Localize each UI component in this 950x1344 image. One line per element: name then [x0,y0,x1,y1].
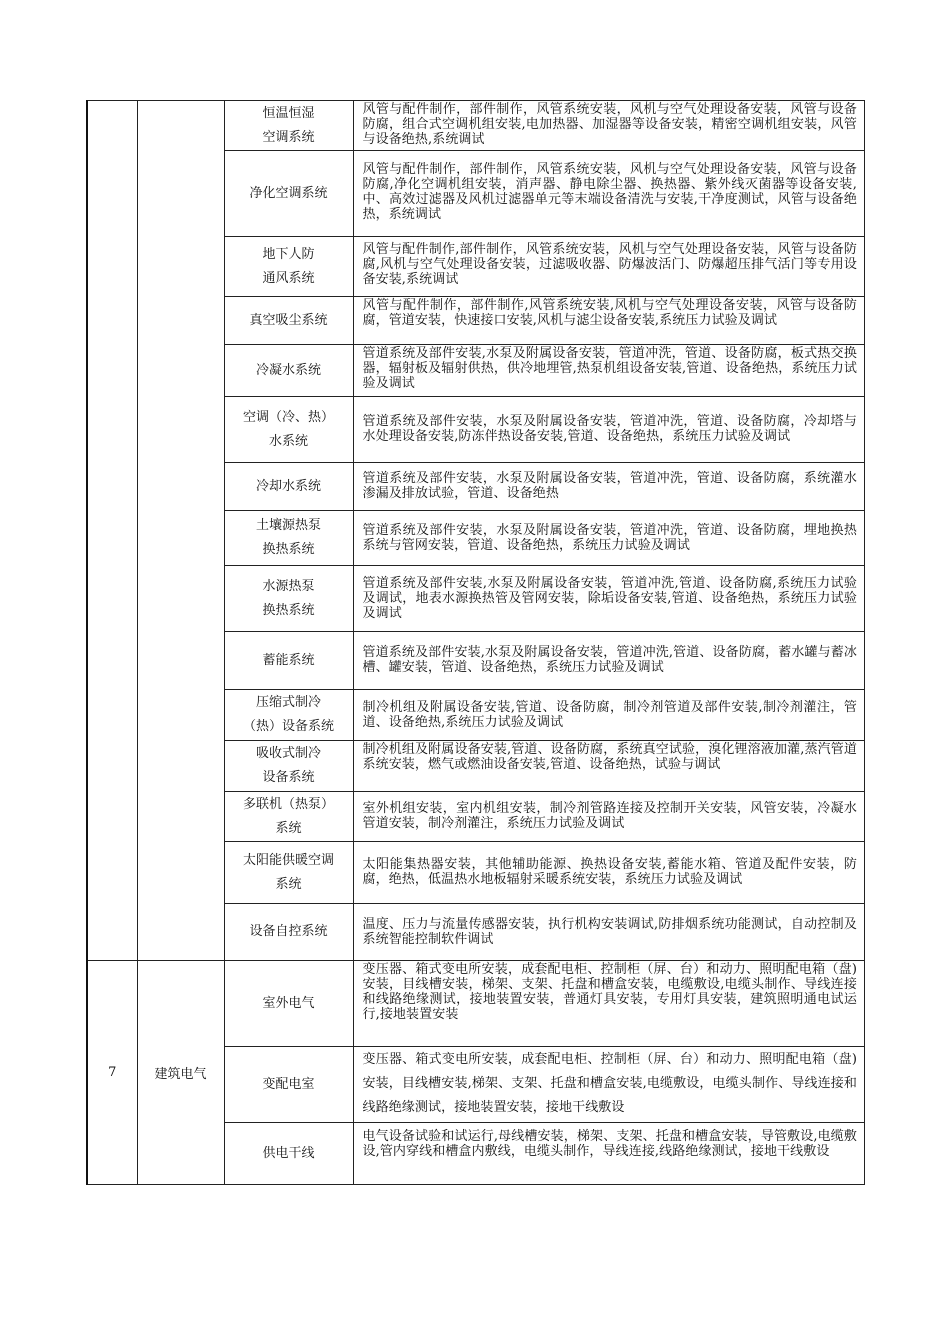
sub-item-cell [224,792,353,842]
sub-item-cell [224,961,353,1047]
sub-item-cell [224,690,353,741]
content-cell: 电气设备试验和试运行,母线槽安装，梯架、支架、托盘和槽盒安装，导管敷设,电缆敷设,管内穿线和槽盒内敷线，电缆头制作，导线连接,线路绝缘测试，接地干线敷设 [353,1123,865,1185]
sub-item-label: 真空吸尘系统 [249,312,328,328]
sub-item-label: 多联机（热泵） 系统 [242,796,334,836]
sub-item-cell [224,345,353,397]
sub-item-label: 压缩式制冷 （热）设备系统 [242,695,334,734]
content-cell: 变压器、箱式变电所安装，成套配电柜、控制柜（屏、台）和动力、照明配电箱（盘)安装，目线槽安装,梯架、支架、托盘和槽盒安装,电缆敷设，电缆头制作、导线连接和线路绝缘测试，接地装置安装，接地干线敷设 [353,1047,865,1123]
group-name-cell: 建筑电气 [137,961,224,1185]
sub-item-cell [224,463,353,511]
content-cell: 风管与配件制作，部件制作，风管系统安装，风机与空气处理设备安装，风管与设备防腐,净化空调机组安装，消声器、静电除尘器、换热器、紫外线灭菌器等设备安装,中、高效过滤器及风机过滤器单元等末端设备清洗与安装,干净度测试，风管与设备绝热，系统调试 [353,151,865,237]
sub-item-label: 变配电室 [262,1076,315,1092]
sub-item-cell [224,297,353,345]
group-no-cell: 7 [87,961,137,1185]
sub-item-label: 冷凝水系统 [255,362,321,378]
content-cell: 太阳能集热器安装，其他辅助能源、换热设备安装,蓄能水箱、管道及配件安装，防腐，绝热，低温热水地板辐射采暖系统安装，系统压力试验及调试 [353,842,865,904]
content-cell: 管道系统及部件安装,水泵及附属设备安装，管道冲洗,管道、设备防腐,系统压力试验及调试，地表水源换热管及管网安装，除垢设备安装,管道、设备绝热，系统压力试验及调试 [353,566,865,632]
sub-item-label: 恒温恒湿 空调系统 [262,105,315,145]
content-cell: 风管与配件制作，部件制作,风管系统安装,风机与空气处理设备安装，风管与设备防腐，管道安装，快速接口安装,风机与滤尘设备安装,系统压力试验及调试 [353,297,865,345]
content-cell: 变压器、箱式变电所安装，成套配电柜、控制柜（屏、台）和动力、照明配电箱（盘)安装，目线槽安装，梯架、支架、托盘和槽盒安装，电缆敷设,电缆头制作、导线连接和线路绝缘测试，接地装置安装，普通灯具安装，专用灯具安装，建筑照明通电试运行,接地装置安装 [353,961,865,1047]
sub-item-cell [224,101,353,151]
sub-item-cell [224,566,353,632]
content-cell: 制冷机组及附属设备安装,管道、设备防腐，系统真空试验，溴化锂溶液加灌,蒸汽管道系统安装，燃气或燃油设备安装,管道、设备绝热，试验与调试 [353,741,865,792]
content-cell: 风管与配件制作,部件制作，风管系统安装，风机与空气处理设备安装，风管与设备防腐,风机与空气处理设备安装，过滤吸收器、防爆波活门、防爆超压排气活门等专用设备安装,系统调试 [353,237,865,297]
content-cell: 温度、压力与流量传感器安装，执行机构安装调试,防排烟系统功能测试，自动控制及系统智能控制软件调试 [353,904,865,961]
sub-item-label: 地下人防 通风系统 [262,246,315,286]
sub-item-label: 水源热泵 换热系统 [262,578,315,618]
sub-item-label: 土壤源热泵 换热系统 [255,518,321,557]
sub-item-label: 蓄能系统 [262,652,315,668]
work-breakdown-table [86,100,865,1185]
sub-item-cell [224,511,353,566]
table-row [87,961,865,1047]
group-name-cell [137,101,224,961]
sub-item-cell [224,397,353,463]
group-no-cell [87,101,137,961]
sub-item-label: 供电干线 [262,1145,315,1161]
sub-item-cell [224,237,353,297]
content-cell: 室外机组安装，室内机组安装，制冷剂管路连接及控制开关安装，风管安装，冷凝水管道安装，制冷剂灌注，系统压力试验及调试 [353,792,865,842]
content-cell: 管道系统及部件安装，水泵及附属设备安装，管道冲洗，管道、设备防腐，埋地换热系统与管网安装，管道、设备绝热，系统压力试验及调试 [353,511,865,566]
sub-item-cell [224,904,353,961]
content-cell: 管道系统及部件安装，水泵及附属设备安装，管道冲洗，管道、设备防腐，冷却塔与水处理设备安装,防冻伴热设备安装,管道、设备绝热，系统压力试验及调试 [353,397,865,463]
sub-item-cell [224,1047,353,1123]
content-cell: 管道系统及部件安装,水泵及附属设备安装，管道冲洗,管道、设备防腐，蓄水罐与蓄冰槽、罐安装，管道、设备绝热，系统压力试验及调试 [353,632,865,690]
sub-item-cell [224,1123,353,1185]
table-row [87,101,865,151]
sub-item-label: 设备自控系统 [249,924,328,939]
sub-item-label: 空调（冷、热） 水系统 [242,409,334,449]
sub-item-label: 净化空调系统 [249,185,328,201]
sub-item-cell [224,842,353,904]
sub-item-label: 太阳能供暖空调 系统 [242,852,334,892]
content-cell: 管道系统及部件安装,水泵及附属设备安装，管道冲洗，管道、设备防腐，板式热交换器，辐射板及辐射供热，供冷地埋管,热泵机组设备安装,管道、设备绝热，系统压力试验及调试 [353,345,865,397]
sub-item-cell [224,741,353,792]
sub-item-label: 冷却水系统 [255,478,321,494]
content-cell: 风管与配件制作，部件制作，风管系统安装，风机与空气处理设备安装，风管与设备防腐，组合式空调机组安装,电加热器、加湿器等设备安装，精密空调机组安装，风管与设备绝热,系统调试 [353,101,865,151]
content-cell: 管道系统及部件安装，水泵及附属设备安装，管道冲洗，管道、设备防腐，系统灌水渗漏及排放试验，管道、设备绝热 [353,463,865,511]
sub-item-cell [224,632,353,690]
sub-item-label: 吸收式制冷 设备系统 [255,746,321,785]
sub-item-cell [224,151,353,237]
content-cell: 制冷机组及附属设备安装,管道、设备防腐，制冷剂管道及部件安装,制冷剂灌注，管道、设备绝热,系统压力试验及调试 [353,690,865,741]
sub-item-label: 室外电气 [262,995,315,1011]
